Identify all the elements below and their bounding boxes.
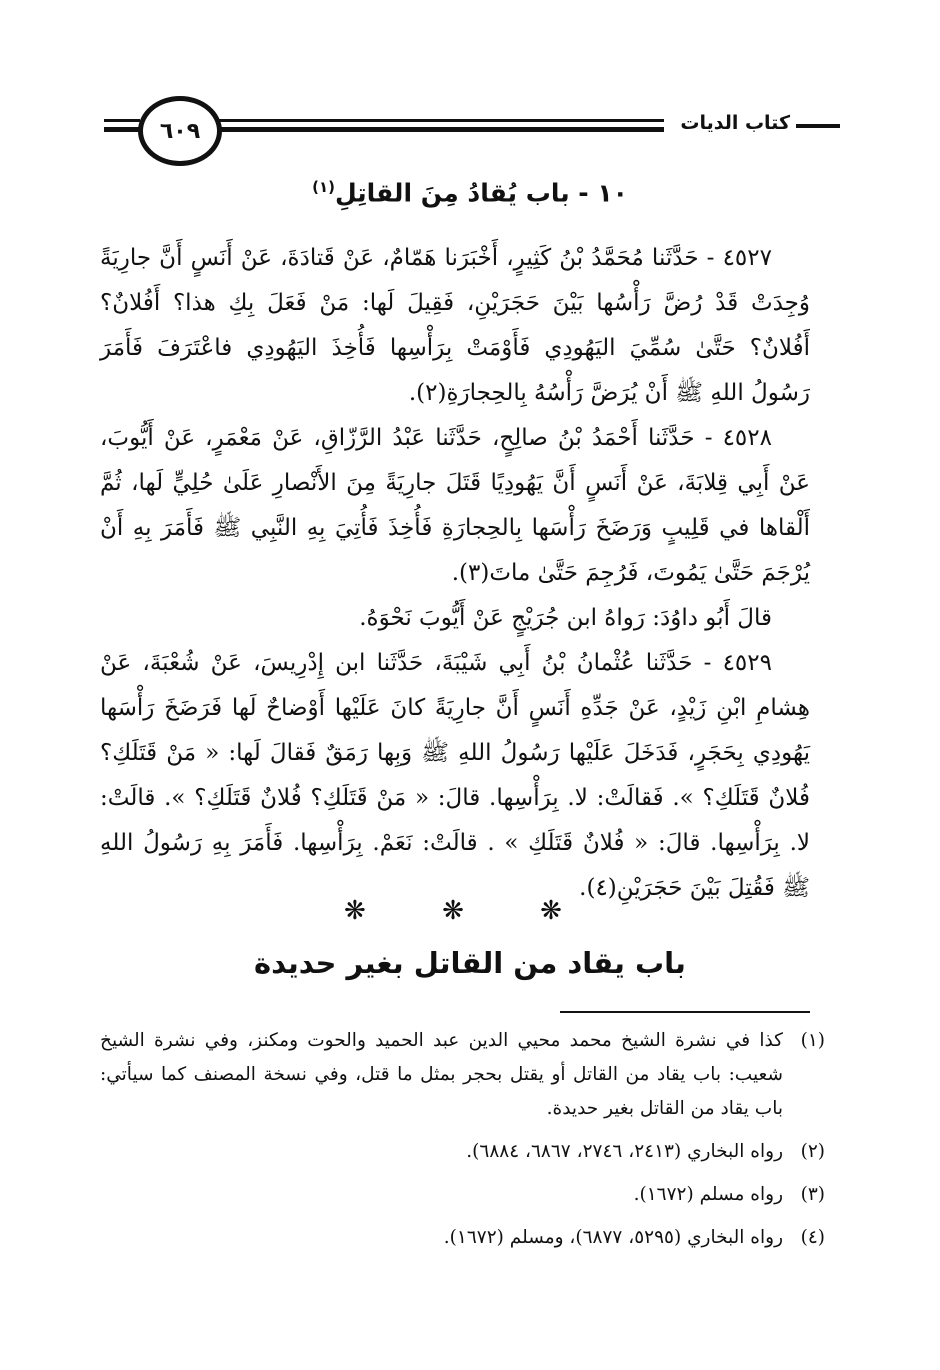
header-rule-left-thick [104, 127, 140, 132]
abu-dawud-remark: قالَ أَبُو داوُدَ: رَواهُ ابن جُرَيْجٍ عَنْ أَيُّوبَ نَحْوَهُ. [359, 605, 772, 631]
page-number-oval [138, 96, 222, 166]
chapter-title-text: ١٠ - باب يُقادُ مِنَ القاتِلِ [334, 178, 628, 208]
star-separator: ❋ ❋ ❋ [344, 896, 596, 926]
chapter-note-ref: (١) [312, 178, 335, 196]
hadith-4529: ٤٥٢٩ - حَدَّثَنا عُثْمانُ بْنُ أَبِي شَيْبَةَ، حَدَّثَنا ابن إِدْرِيسَ، عَنْ شُعْبَةَ، عَنْ هِشامِ ابْنِ زَيْدٍ، عَنْ جَدِّهِ أَنَسٍ أَنَّ جارِيَةً كانَ عَلَيْها أَوْضاحٌ لَها فَرَضَخَ رَأْسَها يَهُودِي بِحَجَرٍ، فَدَخَلَ عَلَيْها رَسُولُ اللهِ ﷺ وَبِها رَمَقٌ فَقالَ لَها: « مَنْ قَتَلَكِ؟ فُلانٌ قَتَلَكِ؟ ». فَقالَتْ: لا. بِرَأْسِها. قالَ: « مَنْ قَتَلَكِ؟ فُلانٌ قَتَلَكِ؟ ». قالَتْ: لا. بِرَأْسِها. قالَ: « فُلانٌ قَتَلَكِ » . قالَتْ: نَعَمْ. بِرَأْسِها. فَأَمَرَ بِهِ رَسُولُ اللهِ ﷺ فَقُتِلَ بَيْنَ حَجَرَيْنِ(٤). [100, 650, 810, 901]
hadith-4527: ٤٥٢٧ - حَدَّثَنا مُحَمَّدُ بْنُ كَثِيرٍ، أَخْبَرَنا هَمّامٌ، عَنْ قَتادَةَ، عَنْ أَنَسٍ أَنَّ جارِيَةً وُجِدَتْ قَدْ رُضَّ رَأْسُها بَيْنَ حَجَرَيْنِ، فَقِيلَ لَها: مَنْ فَعَلَ بِكِ هذا؟ أَفُلانٌ؟ أَفُلانٌ؟ حَتَّىٰ سُمِّيَ اليَهُودِي فَأَوْمَتْ بِرَأْسِها فَأُخِذَ اليَهُودِي فاعْتَرَفَ فَأَمَرَ رَسُولُ اللهِ ﷺ أَنْ يُرَضَّ رَأْسُهُ بِالحِجارَةِ(٢). [100, 245, 810, 406]
footnote-text: رواه البخاري (٥٢٩٥، ٦٨٧٧)، ومسلم (١٦٧٢). [443, 1227, 783, 1248]
header-rule-left-thin [104, 119, 140, 122]
footnote-item [100, 1024, 825, 1126]
footnote-item [100, 1221, 825, 1255]
footnotes [100, 1024, 825, 1264]
footnote-item [100, 1178, 825, 1212]
header-rule-thick [214, 127, 664, 132]
header-rule-thin [214, 119, 664, 122]
footnote-divider [560, 1011, 810, 1013]
running-header-title: كتاب الديات [680, 112, 790, 134]
page-number: ٦٠٩ [159, 118, 201, 144]
footnote-text: رواه البخاري (٢٤١٣، ٢٧٤٦، ٦٨٦٧، ٦٨٨٤). [466, 1141, 783, 1162]
footnote-number: (٢) [800, 1141, 825, 1162]
header-dash [796, 124, 840, 128]
section-title: باب يقاد من القاتل بغير حديدة [254, 946, 686, 980]
footnote-number: (٤) [800, 1227, 825, 1248]
hadith-4528: ٤٥٢٨ - حَدَّثَنا أَحْمَدُ بْنُ صالِحٍ، حَدَّثَنا عَبْدُ الرَّزّاقِ، عَنْ مَعْمَرٍ، عَنْ أَيُّوبَ، عَنْ أَبِي قِلابَةَ، عَنْ أَنَسٍ أَنَّ يَهُودِيًا قَتَلَ جارِيَةً مِنَ الأَنْصارِ عَلَىٰ حُلِيٍّ لَها، ثُمَّ أَلْقاها في قَلِيبٍ وَرَضَخَ رَأْسَها بِالحِجارَةِ فَأُخِذَ فَأُتِيَ بِهِ النَّبِي ﷺ فَأَمَرَ بِهِ أَنْ يُرْجَمَ حَتَّىٰ يَمُوتَ، فَرُجِمَ حَتَّىٰ ماتَ(٣). [100, 425, 810, 586]
chapter-title [0, 178, 940, 207]
footnote-number: (٣) [800, 1184, 825, 1205]
footnote-text: كذا في نشرة الشيخ محمد محيي الدين عبد الحميد والحوت ومكنز، وفي نشرة الشيخ شعيب: باب يقاد من القاتل أو يقتل بحجر بمثل ما قتل، وفي نسخة المصنف كما سيأتي: باب يقاد من القاتل بغير حديدة. [100, 1030, 783, 1119]
footnote-item [100, 1135, 825, 1169]
footnote-text: رواه مسلم (١٦٧٢). [633, 1184, 783, 1205]
hadith-body [100, 236, 810, 911]
footnote-number: (١) [800, 1030, 825, 1051]
